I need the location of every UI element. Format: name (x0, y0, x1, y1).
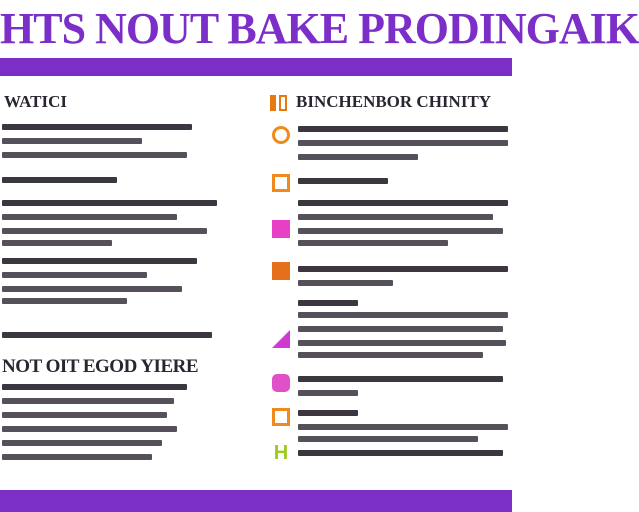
text-line (298, 266, 508, 272)
text-line (298, 352, 483, 358)
text-line (298, 178, 388, 184)
text-line (2, 138, 142, 144)
text-line (2, 398, 174, 404)
text-line (2, 412, 167, 418)
text-line (298, 140, 508, 146)
text-line (298, 376, 503, 382)
purple-header-bar (0, 58, 512, 76)
text-line (2, 384, 187, 390)
text-line (298, 326, 503, 332)
text-line (2, 214, 177, 220)
text-line (298, 154, 418, 160)
text-line (2, 286, 182, 292)
orange-square-icon (272, 262, 290, 280)
text-line (2, 177, 117, 183)
orange-outline-icon (272, 408, 290, 426)
text-line (2, 240, 112, 246)
text-line (298, 280, 393, 286)
text-line (298, 390, 358, 396)
document-icon (270, 95, 288, 111)
text-line (2, 426, 177, 432)
text-line (2, 124, 192, 130)
triangle-icon (272, 330, 290, 348)
text-line (2, 272, 147, 278)
text-line (298, 300, 358, 306)
pink-rounded-icon (272, 374, 290, 392)
text-line (2, 258, 197, 264)
text-line (298, 228, 503, 234)
text-line (2, 454, 152, 460)
text-line (298, 436, 478, 442)
text-line (298, 424, 508, 430)
right-column-heading: BINCHENBOR CHINITY (296, 92, 492, 111)
text-line (298, 240, 448, 246)
square-outline-icon (272, 174, 290, 192)
page-title: HTS NOUT BAKE PRODINGAIK (0, 4, 639, 53)
left-column-heading: WATICI (4, 92, 67, 111)
pink-square-icon (272, 220, 290, 238)
text-line (2, 228, 207, 234)
h-icon: H (273, 442, 289, 464)
text-line (298, 126, 508, 132)
text-line (2, 332, 212, 338)
text-line (298, 410, 358, 416)
text-line (2, 298, 127, 304)
title-banner (0, 0, 639, 62)
text-line (298, 214, 493, 220)
text-line (2, 200, 217, 206)
left-column-subheading: NOT OIT EGOD YIERE (2, 356, 199, 377)
text-line (298, 312, 508, 318)
text-line (2, 152, 187, 158)
text-line (298, 450, 503, 456)
ring-icon (272, 126, 290, 144)
text-line (298, 340, 506, 346)
purple-footer-bar (0, 490, 512, 512)
text-line (298, 200, 508, 206)
text-line (2, 440, 162, 446)
